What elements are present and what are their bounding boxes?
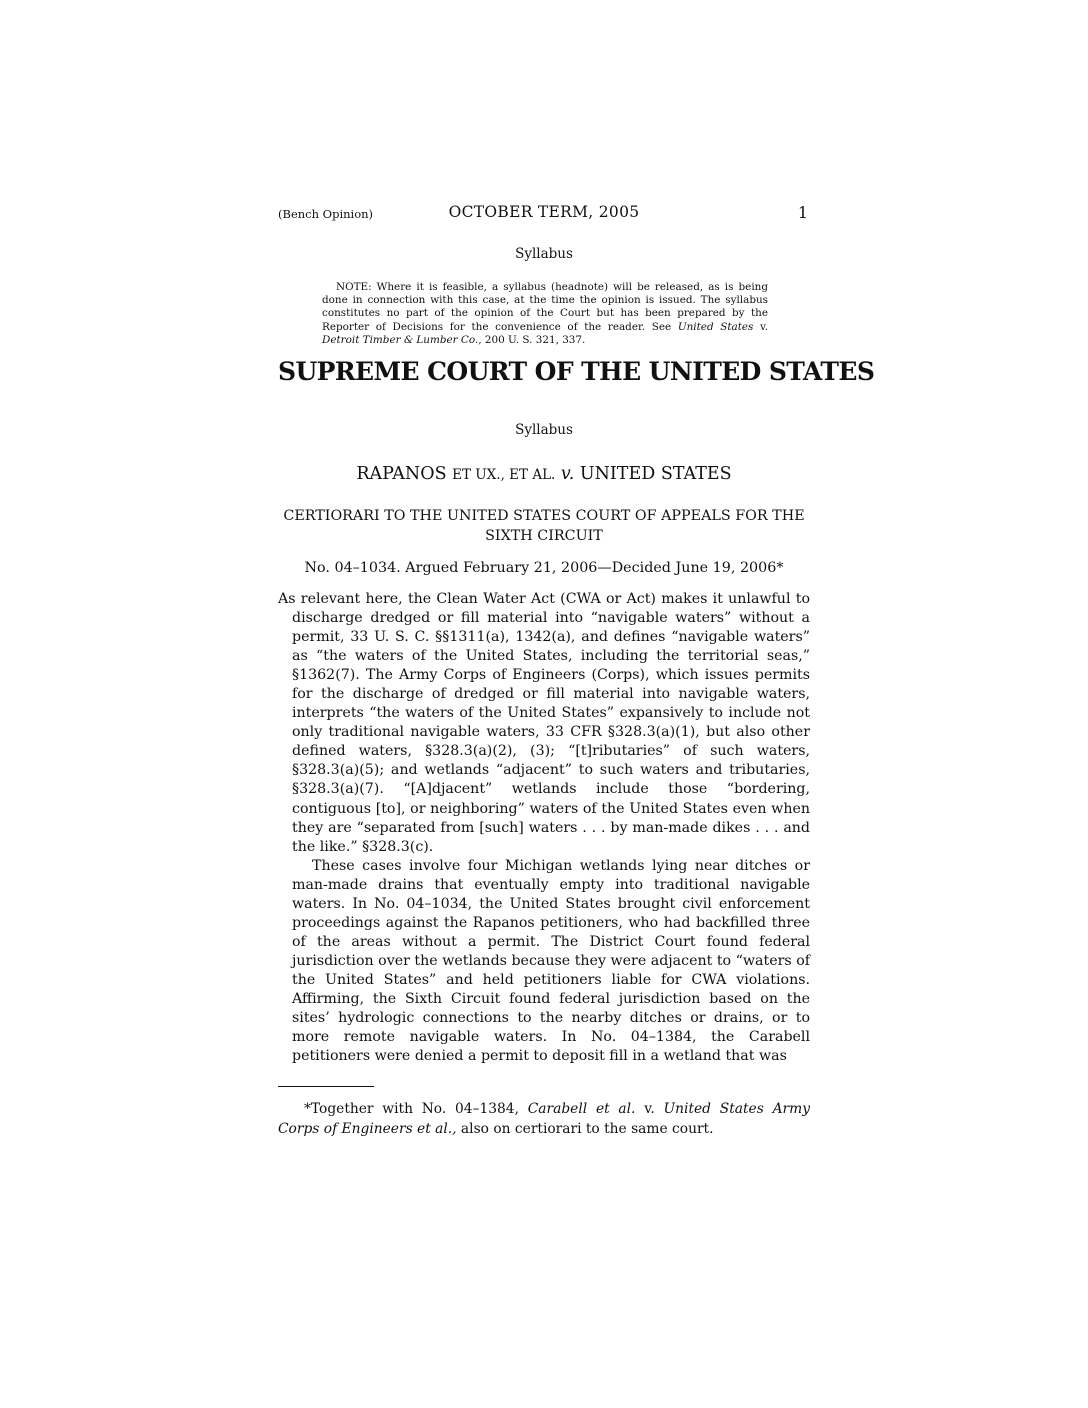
syllabus-paragraph-2: These cases involve four Michigan wetlands lying near ditches or man-made drains that eventually empty into traditional navigable waters. In No. 04–1034, the United States brought civil enforcement proceedings against the Rapanos petitioners, who had backfilled three of the areas without a permit. The District Court found federal jurisdiction over the wetlands because they were adjacent to “waters of the United States” and held petitioners liable for CWA violations. Affirming, the Sixth Circuit found federal jurisdiction based on the sites’ hydrologic connections to the nearby ditches or drains, or to more remote navigable waters. In No. 04–1384, the Carabell petitioners were denied a permit to deposit fill in a wetland that was — [292, 857, 810, 1065]
bench-opinion-label: (Bench Opinion) — [278, 207, 374, 221]
footnote-case-party-1: Carabell et al. — [527, 1101, 636, 1117]
note-case-party-1: United States — [677, 320, 754, 333]
note-text-2: 200 U. S. 321, 337. — [481, 333, 586, 346]
syllabus-label: Syllabus — [515, 422, 573, 438]
term-heading: OCTOBER TERM, 2005 — [448, 203, 640, 221]
syllabus-running-label: Syllabus — [515, 246, 573, 262]
running-header — [278, 203, 810, 223]
footnote-versus: v. — [635, 1101, 664, 1117]
footnote-marker: * — [304, 1101, 311, 1117]
case-title-versus: v. — [555, 464, 580, 484]
case-title-et-al: ET UX., ET AL. — [452, 467, 556, 483]
reporter-note — [322, 281, 768, 347]
case-title-petitioner: RAPANOS — [356, 464, 453, 484]
certiorari-heading: CERTIORARI TO THE UNITED STATES COURT OF APPEALS FOR THE SIXTH CIRCUIT — [283, 508, 805, 544]
case-title-respondent: UNITED STATES — [579, 464, 732, 484]
note-case-party-2: Detroit Timber & Lumber Co., — [322, 333, 482, 346]
page-number: 1 — [797, 203, 808, 222]
note-versus: v. — [753, 320, 769, 333]
docket-line: No. 04–1034. Argued February 21, 2006—Decided June 19, 2006* — [304, 560, 784, 576]
syllabus-body — [278, 590, 810, 1066]
court-title: SUPREME COURT OF THE UNITED STATES — [278, 357, 875, 386]
footnote — [278, 1099, 810, 1139]
footnote-text-1: Together with No. 04–1384, — [310, 1101, 528, 1117]
note-text-1: NOTE: Where it is feasible, a syllabus (headnote) will be released, as is being done in connection with this case, at the time the opinion is issued. The syllabus constitutes no part of the opinion of the Court but has been prepared by the Reporter of Decisions for the convenience of the reader. See — [322, 281, 768, 333]
footnote-divider — [278, 1086, 374, 1087]
opinion-page — [278, 0, 875, 1408]
case-title — [278, 464, 810, 484]
syllabus-paragraph-1: As relevant here, the Clean Water Act (CWA or Act) makes it unlawful to discharge dredged or fill material into “navigable waters” without a permit, 33 U. S. C. §§1311(a), 1342(a), and defines “navigable waters” as “the waters of the United States, including the territorial seas,” §1362(7). The Army Corps of Engineers (Corps), which issues permits for the discharge of dredged or fill material into navigable waters, interprets “the waters of the United States” expansively to include not only traditional navigable waters, 33 CFR §328.3(a)(1), but also other defined waters, §328.3(a)(2), (3); “[t]ributaries” of such waters, §328.3(a)(5); and wetlands “adjacent” to such waters and tributaries, §328.3(a)(7). “[A]djacent” wetlands include those “bordering, contiguous [to], or neighboring” waters of the United States even when they are “separated from [such] waters . . . by man-made dikes . . . and the like.” §328.3(c). — [278, 591, 810, 855]
footnote-case-party-2: United States Army Corps of Engineers et al., — [278, 1101, 811, 1137]
footnote-text-2: also on certiorari to the same court. — [456, 1121, 714, 1137]
